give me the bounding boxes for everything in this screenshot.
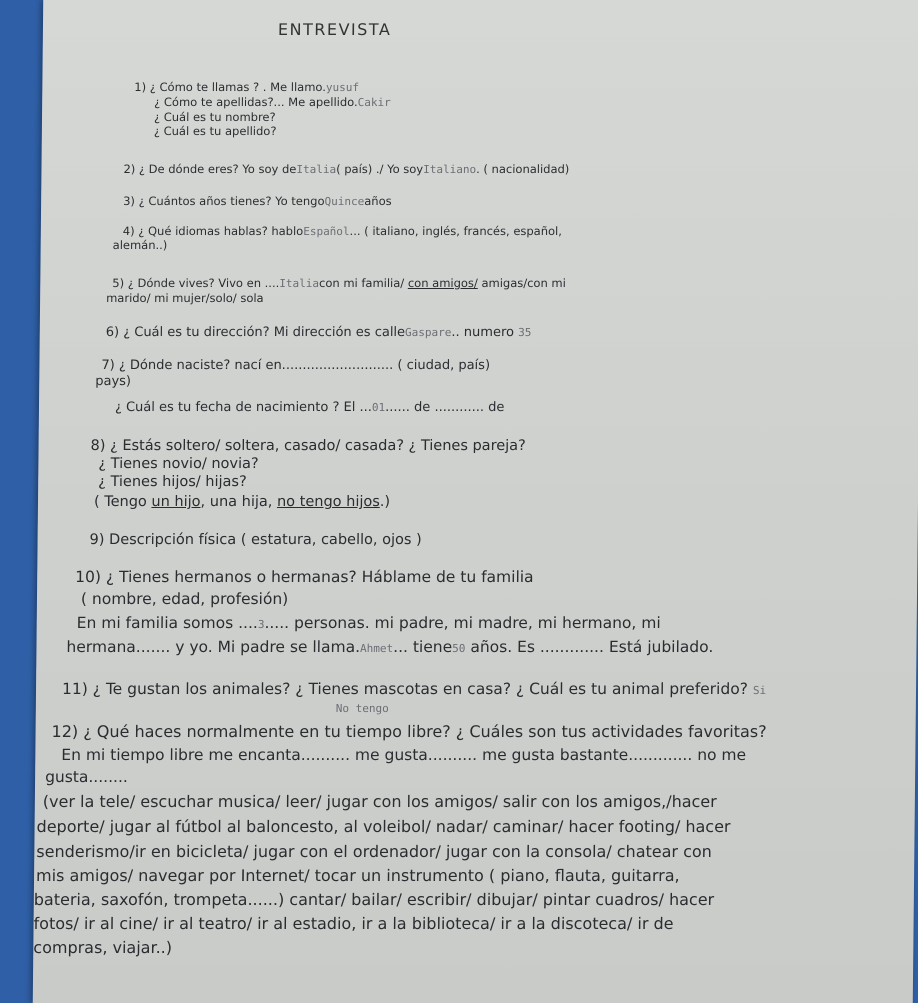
question-6-line — [106, 325, 532, 340]
question-5-text: 5) ¿ Dónde vives? Vivo en .... — [112, 276, 280, 290]
question-7b-text: ¿ Cuál es tu fecha de nacimiento ? El ... — [114, 400, 372, 415]
question-12-text: 12) ¿ Qué haces normalmente en tu tiempo libre? ¿ Cuáles son tus actividades favoritas? — [51, 722, 767, 741]
question-10-answer-line-1 — [77, 614, 661, 632]
question-4-line — [123, 224, 562, 238]
question-4-text: 4) ¿ Qué idiomas hablas? hablo — [122, 224, 304, 238]
question-8-option-underlined-2: no tengo hijos — [276, 494, 380, 510]
question-8-options — [94, 494, 390, 510]
question-2-text: 2) ¿ De dónde eres? Yo soy de — [123, 162, 297, 176]
paper-sheet — [33, 0, 918, 1003]
handwritten-pets-answer: No tengo — [335, 702, 389, 715]
question-11-text: 11) ¿ Te gustan los animales? ¿ Tienes mascotas en casa? ¿ Cuál es tu animal preferido? — [61, 680, 749, 698]
question-2-line — [123, 162, 569, 176]
handwritten-father-name: Ahmet — [359, 642, 394, 655]
question-2-middle: ( país) ./ Yo soy — [336, 162, 424, 176]
handwritten-street-number: 35 — [518, 326, 532, 339]
handwritten-city: Italia — [279, 277, 320, 290]
question-10-hint: ( nombre, edad, profesión) — [80, 590, 289, 608]
document-title: ENTREVISTA — [277, 20, 392, 39]
question-8-open: ( Tengo — [93, 494, 152, 510]
handwritten-country: Italia — [296, 163, 337, 176]
handwritten-likes-animals: Si — [752, 684, 767, 697]
question-12-options-5: bateria, saxofón, trompeta......) cantar/ bailar/ escribir/ dibujar/ pintar cuadros/ hacer — [33, 890, 715, 909]
handwritten-street: Gaspare — [405, 326, 452, 339]
question-10-age-text: ... tiene — [393, 638, 453, 656]
question-5-continuation: marido/ mi mujer/solo/ sola — [106, 291, 264, 305]
question-7-continuation: pays) — [95, 374, 132, 389]
question-3-text: 3) ¿ Cuántos años tienes? Yo tengo — [123, 194, 325, 208]
question-7b-year: ............ de — [434, 400, 505, 415]
question-1-line-2 — [154, 95, 391, 109]
question-8-close: .) — [379, 494, 391, 510]
question-6-text: 6) ¿ Cuál es tu dirección? Mi dirección es calle — [105, 325, 406, 340]
question-8b-text: ¿ Tienes novio/ novia? — [98, 456, 259, 472]
question-12-options-2: deporte/ jugar al fútbol al baloncesto, al voleibol/ nadar/ caminar/ hacer footing/ hacer — [36, 817, 731, 836]
question-5-option-2: con amigos/ — [407, 276, 478, 290]
question-8-text: 8) ¿ Estás soltero/ soltera, casado/ casada? ¿ Tienes pareja? — [90, 438, 526, 454]
question-12-options-6: fotos/ ir al cine/ ir al teatro/ ir al estadio, ir a la biblioteca/ ir a la discoteca/ ir de — [33, 914, 674, 933]
question-2-end: . ( nacionalidad) — [476, 162, 570, 176]
question-7b-month: ...... de — [385, 400, 431, 415]
question-12-options-7: compras, viajar..) — [33, 938, 173, 957]
question-1-text: 1) ¿ Cómo te llamas ? . Me llamo. — [134, 80, 327, 94]
question-3-line — [123, 194, 392, 208]
question-7-blank: ........................... — [281, 358, 394, 373]
question-11-line — [62, 680, 766, 698]
question-12-prompt: En mi tiempo libre me encanta.......... me gusta.......... me gusta bastante............. no me — [61, 746, 747, 764]
handwritten-nationality: Italiano — [423, 163, 477, 176]
question-3-end: años — [364, 194, 392, 208]
question-12-options-1: (ver la tele/ escuchar musica/ leer/ jugar con los amigos/ salir con los amigos,/hacer — [42, 792, 717, 811]
handwritten-father-age: 50 — [452, 642, 466, 655]
question-6-number-label: .. numero — [451, 325, 515, 340]
question-1d-text: ¿ Cuál es tu apellido? — [153, 124, 277, 138]
question-1b-text: ¿ Cómo te apellidas?... Me apellido. — [154, 95, 358, 109]
question-12-options-3: senderismo/ir en bicicleta/ jugar con el ordenador/ jugar con la consola/ chatear con — [36, 842, 712, 861]
question-8c-text: ¿ Tienes hijos/ hijas? — [98, 474, 247, 490]
question-10-job-text: años. Es ............. Está jubilado. — [465, 638, 714, 656]
question-12-options-4: mis amigos/ navegar por Internet/ tocar un instrumento ( piano, flauta, guitarra, — [35, 866, 680, 885]
question-1-line-1 — [134, 80, 359, 94]
question-7-hint: ( ciudad, país) — [397, 358, 491, 373]
question-5-option-1: con mi familia/ — [318, 276, 405, 290]
question-4-continuation: alemán..) — [112, 238, 168, 252]
question-7-line — [101, 358, 490, 373]
question-8-option-underlined-1: un hijo — [151, 494, 201, 510]
handwritten-name: yusuf — [325, 81, 360, 94]
question-10-text: 10) ¿ Tienes hermanos o hermanas? Háblame de tu familia — [75, 568, 534, 586]
question-10-answer-line-2 — [66, 638, 713, 656]
question-9-text: 9) Descripción física ( estatura, cabello, ojos ) — [89, 532, 422, 548]
question-8-middle: , una hija, — [200, 494, 278, 510]
handwritten-birth-day: 01 — [371, 401, 386, 414]
handwritten-language: Español — [303, 225, 350, 238]
handwritten-age: Quince — [324, 195, 365, 208]
question-10-family-members: ..... personas. mi padre, mi madre, mi hermano, mi — [264, 614, 661, 632]
question-10-family-text: En mi familia somos .... — [76, 614, 258, 632]
question-4-options: ... ( italiano, inglés, francés, español, — [349, 224, 563, 238]
question-10-father-text: hermana....... y yo. Mi padre se llama. — [66, 638, 361, 656]
question-1c-text: ¿ Cuál es tu nombre? — [153, 110, 276, 124]
handwritten-family-count: 3 — [257, 618, 265, 631]
handwritten-surname: Cakir — [357, 96, 391, 109]
question-5-option-3: amigas/con mi — [481, 276, 566, 290]
question-7-text: 7) ¿ Dónde naciste? nací en — [101, 358, 282, 373]
question-12-prompt-cont: gusta........ — [45, 768, 128, 786]
question-5-line — [112, 276, 566, 290]
question-7b-line — [115, 400, 505, 415]
